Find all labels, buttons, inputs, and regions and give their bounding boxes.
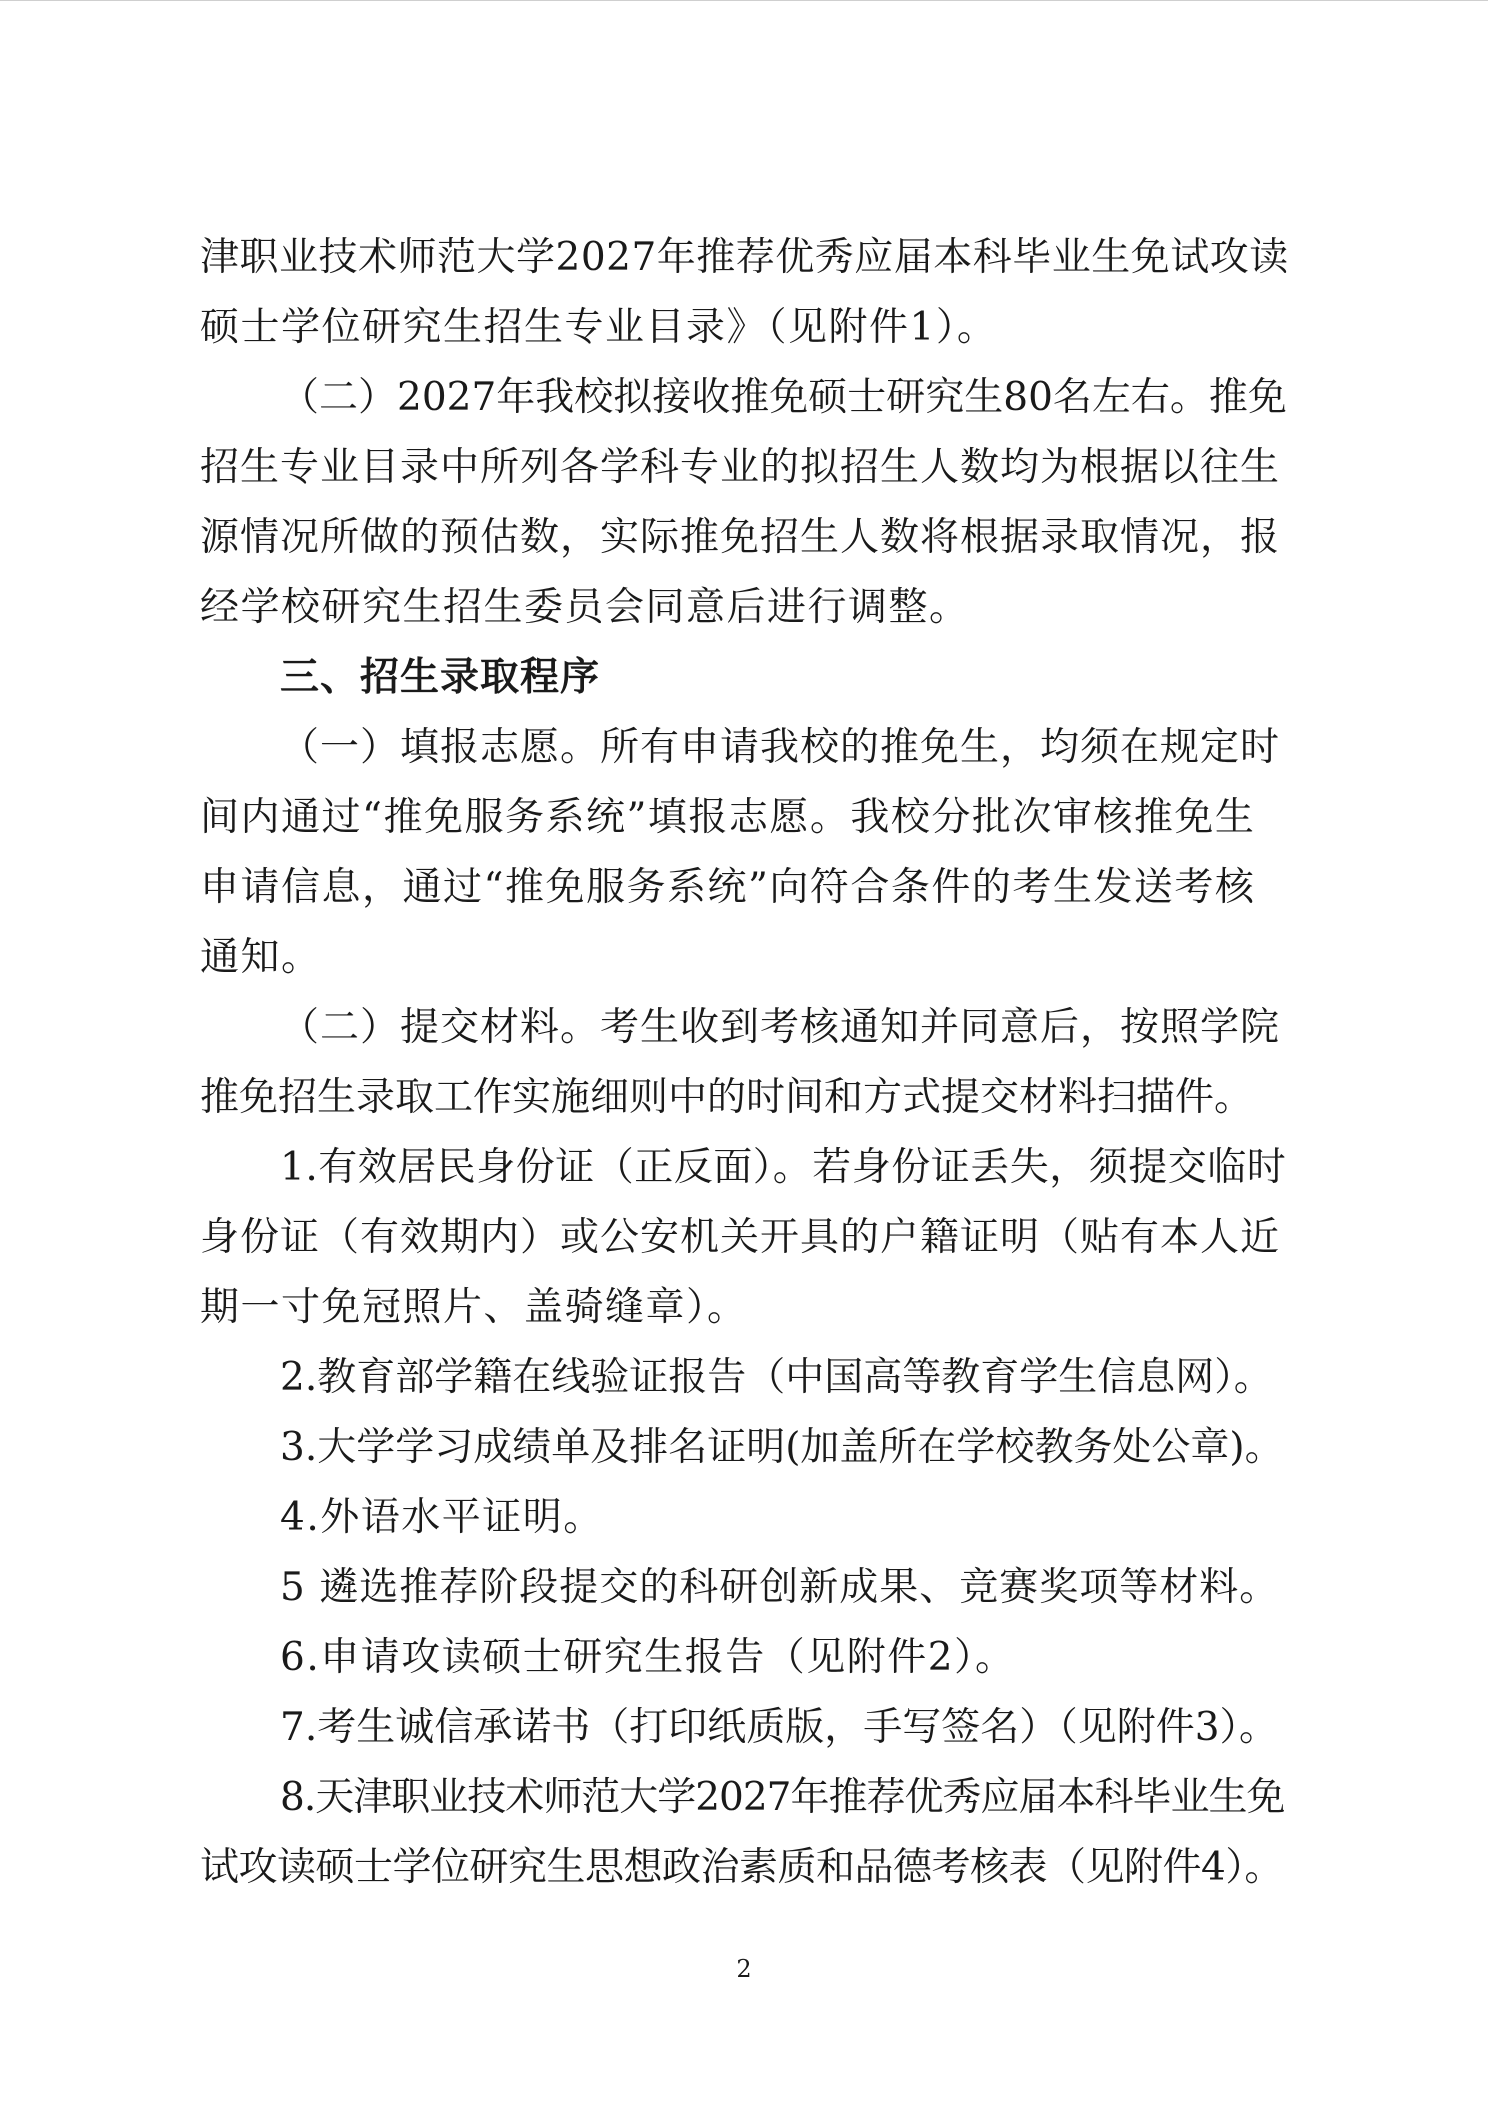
list-item-line: 6.申请攻读硕士研究生报告（见附件2）。	[280, 1635, 1016, 1680]
paragraph-line: 源情况所做的预估数，实际推免招生人数将根据录取情况，报	[200, 515, 1281, 560]
paragraph-line: （二）提交材料。考生收到考核通知并同意后，按照学院	[280, 1005, 1281, 1050]
list-item-line: 5 遴选推荐阶段提交的科研创新成果、竞赛奖项等材料。	[280, 1565, 1280, 1610]
list-item-line: 3.大学学习成绩单及排名证明(加盖所在学校教务处公章)。	[280, 1425, 1284, 1470]
paragraph-line: （一）填报志愿。所有申请我校的推免生，均须在规定时	[280, 725, 1281, 770]
list-item-line: 4.外语水平证明。	[280, 1495, 604, 1540]
list-item-line: 1.有效居民身份证（正反面）。若身份证丢失，须提交临时	[280, 1145, 1287, 1190]
list-item-line: 7.考生诚信承诺书（打印纸质版，手写签名）（见附件3）。	[280, 1705, 1279, 1750]
paragraph-line: 推免招生录取工作实施细则中的时间和方式提交材料扫描件。	[200, 1075, 1254, 1120]
paragraph-line: 间内通过“推免服务系统”填报志愿。我校分批次审核推免生	[200, 795, 1256, 840]
document-body	[200, 223, 1290, 1903]
list-item-line: 2.教育部学籍在线验证报告（中国高等教育学生信息网）。	[280, 1355, 1273, 1400]
paragraph-line: 津职业技术师范大学2027年推荐优秀应届本科毕业生免试攻读	[200, 235, 1289, 280]
section-heading: 三、招生录取程序	[280, 655, 601, 700]
paragraph-line: （二）2027年我校拟接收推免硕士研究生80名左右。推免	[280, 375, 1287, 420]
list-item-line: 期一寸免冠照片、盖骑缝章）。	[200, 1285, 748, 1330]
paragraph-line: 经学校研究生招生委员会同意后进行调整。	[200, 585, 970, 630]
paragraph-line: 硕士学位研究生招生专业目录》（见附件1）。	[200, 305, 998, 350]
paragraph-line: 通知。	[200, 935, 322, 980]
page-number: 2	[736, 1955, 752, 1983]
list-item-line: 身份证（有效期内）或公安机关开具的户籍证明（贴有本人近	[200, 1215, 1281, 1260]
paragraph-line: 招生专业目录中所列各学科专业的拟招生人数均为根据以往生	[200, 445, 1281, 490]
paragraph-line: 申请信息，通过“推免服务系统”向符合条件的考生发送考核	[200, 865, 1256, 910]
list-item-line: 8.天津职业技术师范大学2027年推荐优秀应届本科毕业生免	[280, 1775, 1285, 1820]
list-item-line: 试攻读硕士学位研究生思想政治素质和品德考核表（见附件4）。	[200, 1845, 1283, 1890]
